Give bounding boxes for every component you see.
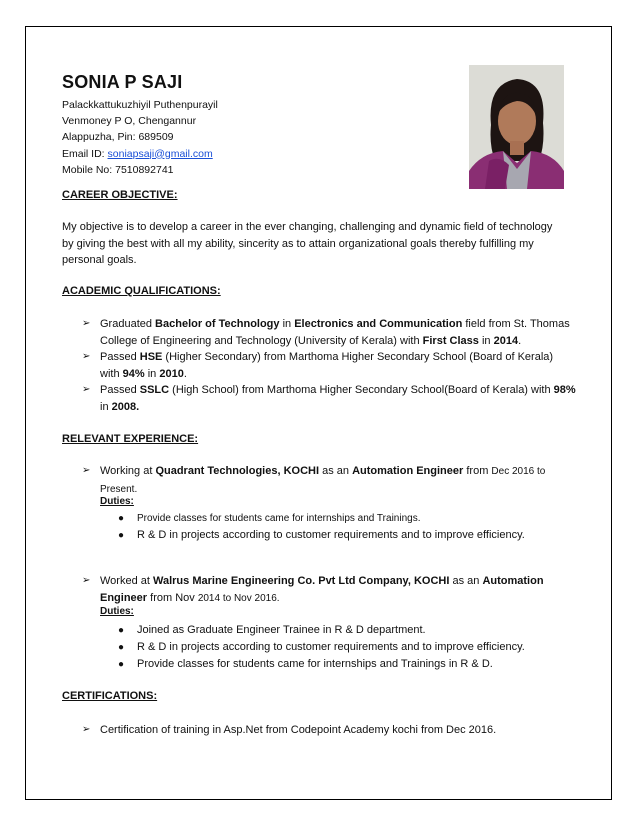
duties-label: Duties: bbox=[100, 496, 134, 507]
arrow-bullet-icon: ➢ bbox=[82, 351, 91, 362]
career-objective-heading: CAREER OBJECTIVE: bbox=[62, 189, 178, 201]
email-label: Email ID: bbox=[62, 147, 108, 160]
arrow-bullet-icon: ➢ bbox=[82, 724, 91, 735]
duty-item: ● Provide classes for students came for internships and Trainings. bbox=[118, 511, 420, 527]
candidate-name: SONIA P SAJI bbox=[62, 72, 183, 92]
profile-photo bbox=[469, 65, 564, 189]
arrow-bullet-icon: ➢ bbox=[82, 384, 91, 395]
dot-bullet-icon: ● bbox=[118, 513, 125, 524]
job-quadrant bbox=[82, 463, 592, 498]
duty-item: ● R & D in projects according to customer requirements and to improve efficiency. bbox=[118, 527, 525, 544]
duty-item: ● Provide classes for students came for internships and Trainings in R & D. bbox=[118, 656, 493, 673]
address-line-2: Venmoney P O, Chengannur bbox=[62, 115, 197, 128]
email-line bbox=[62, 146, 218, 162]
job-walrus bbox=[82, 573, 592, 607]
mobile-line: Mobile No: 7510892741 bbox=[62, 163, 174, 176]
email-link[interactable]: soniapsaji@gmail.com bbox=[107, 147, 213, 160]
duties-label: Duties: bbox=[100, 606, 134, 617]
academic-item-hse bbox=[82, 349, 592, 382]
dot-bullet-icon: ● bbox=[118, 642, 125, 653]
academic-item-text: Passed SSLC (High School) from Marthoma Higher Secondary School(Board of Kerala) with 98% in 2008. bbox=[100, 384, 576, 413]
certification-text: Certification of training in Asp.Net from Codepoint Academy kochi from Dec 2016. bbox=[100, 724, 497, 736]
contact-block bbox=[62, 97, 218, 178]
experience-heading: RELEVANT EXPERIENCE: bbox=[62, 433, 199, 445]
dot-bullet-icon: ● bbox=[118, 659, 125, 670]
job-text: Worked at Walrus Marine Engineering Co. Pvt Ltd Company, KOCHI as an Automation Engineer from Nov 2014 to Nov 2016. bbox=[100, 575, 544, 604]
duty-item: ● R & D in projects according to customer requirements and to improve efficiency. bbox=[118, 639, 525, 656]
job-text: Working at Quadrant Technologies, KOCHI as an Automation Engineer from Dec 2016 to Present. bbox=[100, 465, 546, 495]
address-line-3: Alappuzha, Pin: 689509 bbox=[62, 131, 174, 144]
address-line-1: Palackkattukuzhiyil Puthenpurayil bbox=[62, 99, 218, 111]
arrow-bullet-icon: ➢ bbox=[82, 575, 91, 586]
academic-item-btech bbox=[82, 316, 592, 349]
duty-item: ● Joined as Graduate Engineer Trainee in R & D department. bbox=[118, 622, 426, 639]
certification-item bbox=[82, 722, 592, 739]
dot-bullet-icon: ● bbox=[118, 530, 125, 541]
objective-line-3: personal goals. bbox=[62, 254, 137, 267]
academic-item-text: Passed HSE (Higher Secondary) from Marthoma Higher Secondary School (Board of Kerala) with 94% in 2010. bbox=[100, 351, 554, 380]
career-objective-text bbox=[62, 219, 592, 269]
certifications-heading: CERTIFICATIONS: bbox=[62, 690, 158, 702]
academic-item-sslc bbox=[82, 382, 592, 415]
arrow-bullet-icon: ➢ bbox=[82, 465, 91, 476]
arrow-bullet-icon: ➢ bbox=[82, 318, 91, 329]
academic-heading: ACADEMIC QUALIFICATIONS: bbox=[62, 285, 221, 297]
academic-item-text: Graduated Bachelor of Technology in Electronics and Communication field from St. Thomas College of Engineering and Technology (University of Kerala) with First Class in 2014. bbox=[100, 318, 570, 347]
objective-line-2: by giving the best with all my ability, sincerity as to attain organizational goals thereby fulfilling my bbox=[62, 237, 534, 250]
dot-bullet-icon: ● bbox=[118, 625, 125, 636]
objective-line-1: My objective is to develop a career in the ever changing, challenging and dynamic field of technology bbox=[62, 221, 553, 233]
